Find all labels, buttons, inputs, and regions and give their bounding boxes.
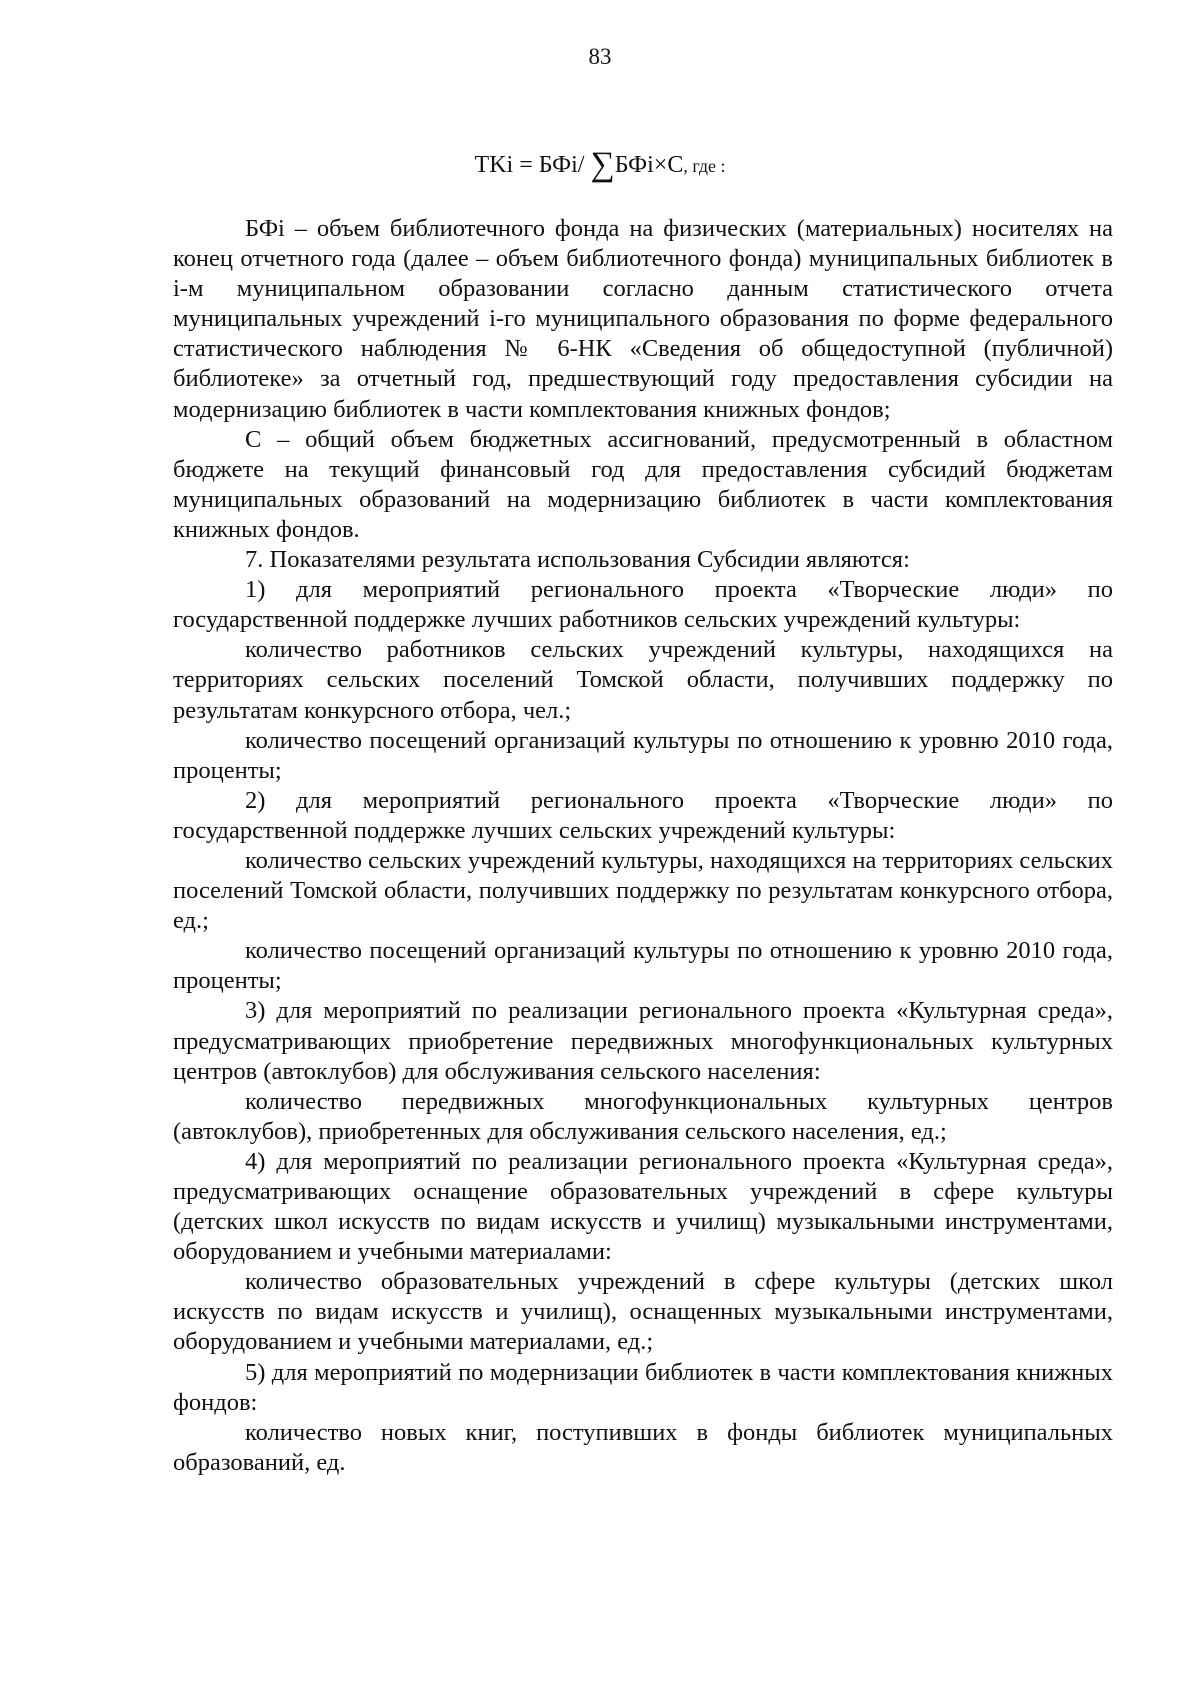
formula-where: , где :	[683, 156, 726, 176]
paragraph-item-4: 4) для мероприятий по реализации регионального проекта «Культурная среда», предусматривающих оснащение образовательных учреждений в сфере культуры (детских школ искусств по видам искусств и училищ) музыкальными инструментами, оборудованием и учебными материалами:	[173, 1147, 1113, 1266]
paragraph-bfi-definition: БФi – объем библиотечного фонда на физических (материальных) носителях на конец отчетного года (далее – объем библиотечного фонда) муниципальных библиотек в i-м муниципальном образовании согласно данным статистического отчета муниципальных учреждений i-го муниципального образования по форме федерального статистического наблюдения № 6-НК «Сведения об общедоступной (публичной) библиотеке» за отчетный год, предшествующий году предоставления субсидии на модернизацию библиотек в части комплектования книжных фондов;	[173, 215, 1113, 423]
sum-symbol: ∑	[590, 146, 615, 183]
paragraph-item-3-indicator: количество передвижных многофункциональных культурных центров (автоклубов), приобретенных для обслуживания сельского населения, ед.;	[173, 1087, 1113, 1145]
formula-slash: /	[577, 152, 585, 178]
paragraph-item-5-indicator: количество новых книг, поступивших в фонды библиотек муниципальных образований, ед.	[173, 1418, 1113, 1476]
paragraph-item-1: 1) для мероприятий регионального проекта «Творческие люди» по государственной поддержке лучших работников сельских учреждений культуры:	[173, 576, 1113, 634]
document-body	[173, 214, 1113, 1478]
paragraph-item-5: 5) для мероприятий по модернизации библиотек в части комплектования книжных фондов:	[173, 1358, 1113, 1416]
formula-times: ×	[653, 152, 668, 178]
paragraph-item-3: 3) для мероприятий по реализации регионального проекта «Культурная среда», предусматривающих приобретение передвижных многофункциональных культурных центров (автоклубов) для обслуживания сельского населения:	[173, 997, 1113, 1085]
formula	[0, 146, 1200, 184]
page-number: 83	[588, 44, 612, 69]
paragraph-c-definition: С – общий объем бюджетных ассигнований, предусмотренный в областном бюджете на текущий финансовый год для предоставления субсидий бюджетам муниципальных образований на модернизацию библиотек в части комплектования книжных фондов.	[173, 425, 1113, 543]
paragraph-item-2-indicator-b: количество посещений организаций культуры по отношению к уровню 2010 года, проценты;	[173, 937, 1113, 995]
formula-lhs: TKi	[474, 152, 514, 178]
formula-equals: =	[519, 152, 533, 178]
formula-denominator: БФi	[614, 152, 654, 178]
paragraph-item-1-indicator-a: количество работников сельских учреждений культуры, находящихся на территориях сельских поселений Томской области, получивших поддержку по результатам конкурсного отбора, чел.;	[173, 636, 1113, 724]
paragraph-item-2: 2) для мероприятий регионального проекта «Творческие люди» по государственной поддержке лучших сельских учреждений культуры:	[173, 786, 1113, 844]
paragraph-item-4-indicator: количество образовательных учреждений в сфере культуры (детских школ искусств по видам искусств и училищ), оснащенных музыкальными инструментами, оборудованием и учебными материалами, ед.;	[173, 1268, 1113, 1356]
formula-c: C	[667, 152, 684, 178]
paragraph-item-1-indicator-b: количество посещений организаций культуры по отношению к уровню 2010 года, проценты;	[173, 726, 1113, 784]
paragraph-indicators-heading: 7. Показателями результата использования Субсидии являются:	[245, 546, 910, 574]
formula-numerator: БФi	[538, 152, 578, 178]
paragraph-item-2-indicator-a: количество сельских учреждений культуры, находящихся на территориях сельских поселений Томской области, получивших поддержку по результатам конкурсного отбора, ед.;	[173, 846, 1113, 935]
